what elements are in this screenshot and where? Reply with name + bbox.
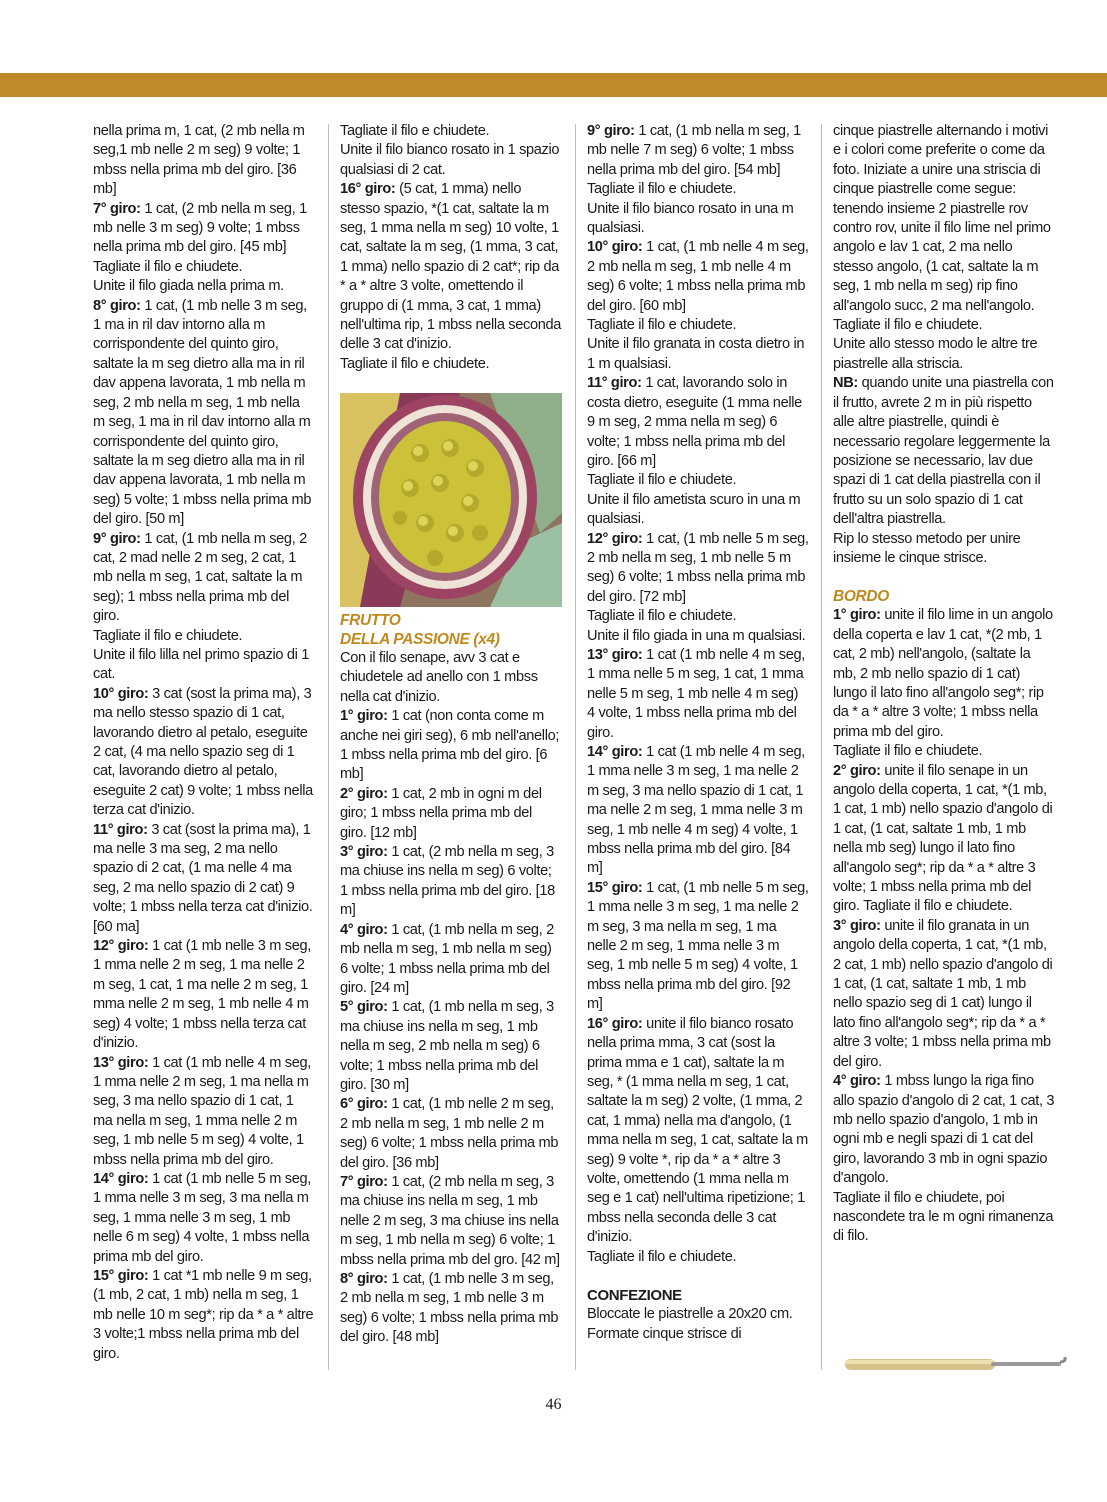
paragraph: 14° giro: 1 cat (1 mb nelle 4 m seg, 1 mma nelle 3 m seg, 1 ma nelle 2 m seg, 3 ma nello spazio di 1 cat, 1 ma nelle 2 m seg, 1 mma nelle 3 m seg, 1 mb nelle 4 m seg) 4 volte, 1 mbss nella prima mb del giro. [84 m]: [587, 744, 805, 877]
paragraph: Tagliate il filo e chiudete.: [587, 317, 737, 334]
paragraph: 7° giro: 1 cat, (2 mb nella m seg, 1 mb nelle 3 m seg) 9 volte; 1 mbss nella prima mb del giro. [45 mb]: [93, 200, 307, 256]
paragraph: 16° giro: (5 cat, 1 mma) nello stesso spazio, *(1 cat, saltate la m seg, 1 mma nella m seg) 10 volte, 1 cat, saltate la m seg, (1 mma, 3 cat, 1 mma) nello spazio di 2 cat*; rip da * a * altre 3 volte, omettendo il gruppo di (1 mma, 3 cat, 1 mma) nell'ultima rip, 1 mbss nella seconda delle 3 cat d'inizio.: [340, 181, 562, 353]
paragraph: Tagliate il filo e chiudete.: [93, 258, 243, 275]
text-column-3: [587, 122, 809, 1344]
paragraph: NB: quando unite una piastrella con il frutto, avrete 2 m in più rispetto alle altre piastrelle, quindi è necessario regolare leggermente la posizione se necessario, lav due spazi di 1 cat della piastrella con il frutto su un solo spazio di 1 cat dell'altra piastrella.: [833, 375, 1054, 528]
paragraph: 8° giro: 1 cat, (1 mb nelle 3 m seg, 1 ma in ril dav intorno alla m corrispondente del quinto giro, saltate la m seg dietro alla ma in ril dav appena lavorata, 1 mb nella m seg, 2 mb nella m seg, 1 mb nella m seg, 1 ma in ril dav intorno alla m corrispondente del quinto giro, saltate la m seg dietro alla ma in ril dav appena lavorata, 1 mb nella m seg) 5 volte; 1 mbss nella prima mb del giro. [50 m]: [93, 297, 312, 528]
paragraph: Unite allo stesso modo le altre tre piastrelle alla striscia.: [833, 336, 1038, 372]
paragraph: Bloccate le piastrelle a 20x20 cm. Formate cinque strisce di: [587, 1306, 793, 1342]
paragraph: Rip lo stesso metodo per unire insieme le cinque strisce.: [833, 530, 1021, 566]
text-column-2-lower: [340, 611, 562, 1348]
paragraph: 10° giro: 3 cat (sost la prima ma), 3 ma nello stesso spazio di 1 cat, lavorando dietro al petalo, eseguite 2 cat, (4 ma nello spazio seg di 1 cat, lavorando dietro al petalo, eseguite 2 cat) 9 volte; 1 mbss nella terza cat d'inizio.: [93, 685, 313, 819]
paragraph: Unite il filo granata in costa dietro in 1 m qualsiasi.: [587, 336, 805, 372]
paragraph: 13° giro: 1 cat (1 mb nelle 4 m seg, 1 mma nelle 2 m seg, 1 ma nella m seg, 3 ma nello spazio di 1 cat, 1 ma nella m seg, 1 mma nelle 2 m seg, 1 mb nelle 5 m seg) 4 volte, 1 mbss nella prima mb del giro.: [93, 1054, 311, 1168]
text-column-2: [340, 122, 562, 374]
paragraph: cinque piastrelle alternando i motivi e i colori come preferite o come da foto. Iniziate a unire una striscia di cinque piastrelle come segue: tenendo insieme 2 piastrelle rov contro rov, unite il filo lime nel primo angolo e lav 1 cat, 2 ma nello stesso angolo, (1 cat, saltate la m seg, 1 mb nella m seg) rip fino all'angolo succ, 2 ma nell'angolo. Tagliate il filo e chiudete.: [833, 123, 1051, 334]
paragraph: Tagliate il filo e chiudete.: [833, 743, 983, 760]
paragraph: 9° giro: 1 cat, (1 mb nella m seg, 1 mb nelle 7 m seg) 6 volte; 1 mbss nella prima mb del giro. [54 mb]: [587, 123, 801, 178]
text-column-4: [833, 122, 1055, 1247]
text-column-1: [93, 122, 315, 1364]
paragraph: Unite il filo giada nella prima m.: [93, 278, 284, 295]
paragraph: Unite il filo ametista scuro in una m qualsiasi.: [587, 491, 801, 528]
paragraph: 7° giro: 1 cat, (2 mb nella m seg, 3 ma chiuse ins nella m seg, 1 mb nelle 2 m seg, 3 ma chiuse ins nella m seg, 1 mb nella m seg) 6 volte; 1 mbss nella prima mb del gro. [42 m]: [340, 1173, 560, 1268]
paragraph: 5° giro: 1 cat, (1 mb nella m seg, 3 ma chiuse ins nella m seg, 1 mb nella m seg, 2 mb nella m seg) 6 volte; 1 mbss nella prima mb del giro. [30 m]: [340, 999, 554, 1093]
paragraph: Unite il filo bianco rosato in una m qualsiasi.: [587, 200, 794, 237]
paragraph: 15° giro: 1 cat *1 mb nelle 9 m seg, (1 mb, 2 cat, 1 mb) nella m seg, 1 mb nelle 10 m seg*; rip da * a * altre 3 volte;1 mbss nella prima mb del giro.: [93, 1267, 314, 1362]
paragraph: 3° giro: 1 cat, (2 mb nella m seg, 3 ma chiuse ins nella m seg) 6 volte; 1 mbss nella prima mb del giro. [18 m]: [340, 844, 555, 919]
paragraph: Tagliate il filo e chiudete, poi nascondete tra le m ogni rimanenza di filo.: [833, 1189, 1054, 1245]
header-band: [0, 73, 1107, 97]
paragraph: 13° giro: 1 cat (1 mb nelle 4 m seg, 1 mma nelle 5 m seg, 1 cat, 1 mma nelle 5 m seg, 1 mb nelle 4 m seg) 4 volte, 1 mbss nella prima mb del giro.: [587, 646, 805, 741]
paragraph: 12° giro: 1 cat, (1 mb nelle 5 m seg, 2 mb nella m seg, 1 mb nelle 5 m seg) 6 volte; 1 mbss nella prima mb del giro. [72 mb]: [587, 530, 809, 605]
column-divider: [575, 124, 576, 1370]
spacer: [833, 568, 1055, 587]
paragraph: Unite il filo lilla nel primo spazio di 1 cat.: [93, 646, 310, 683]
paragraph: Tagliate il filo e chiudete.: [340, 123, 490, 139]
crochet-hook-icon: [841, 1350, 1071, 1380]
paragraph: 11° giro: 1 cat, lavorando solo in costa dietro, eseguite (1 mma nelle 9 m seg, 2 mma nella m seg) 6 volte; 1 mbss nella prima mb del giro. [66 m]: [587, 375, 802, 469]
paragraph: 4° giro: 1 cat, (1 mb nella m seg, 2 mb nella m seg, 1 mb nella m seg) 6 volte; 1 mbss nella prima mb del giro. [24 m]: [340, 921, 554, 996]
paragraph: 1° giro: 1 cat (non conta come m anche nei giri seg), 6 mb nell'anello; 1 mbss nella prima mb del giro. [6 mb]: [340, 708, 560, 783]
section-title: FRUTTO: [340, 612, 401, 629]
paragraph: 4° giro: 1 mbss lungo la riga fino allo spazio d'angolo di 2 cat, 1 cat, 3 mb nello spazio d'angolo, 1 mb in ogni mb e negli spazi di 1 cat del giro, lavorando 3 mb in ogni spazio d'angolo.: [833, 1073, 1055, 1187]
paragraph: nella prima m, 1 cat, (2 mb nella m seg,1 mb nelle 2 m seg) 9 volte; 1 mbss nella prima mb del giro. [36 mb]: [93, 123, 305, 198]
paragraph: 6° giro: 1 cat, (1 mb nelle 2 m seg, 2 mb nella m seg, 1 mb nelle 2 m seg) 6 volte; 1 mbss nella prima mb del giro. [36 mb]: [340, 1096, 559, 1171]
column-divider: [328, 124, 329, 1370]
paragraph: Tagliate il filo e chiudete.: [587, 181, 737, 198]
column-divider: [821, 124, 822, 1370]
paragraph: 16° giro: unite il filo bianco rosato nella prima mma, 3 cat (sost la prima mma e 1 cat), saltate la m seg, * (1 mma nella m seg, 1 cat, saltate la m seg) 2 volte, (1 mma, 2 cat, 1 mma) nella ma d'angolo, (1 mma nella m seg, 1 cat, saltate la m seg) 9 volte *, rip da * a * altre 3 volte, omettendo (1 mma nella m seg e 1 cat) nell'ultima ripetizione; 1 mbss nella seconda delle 3 cat d'inizio.: [587, 1015, 808, 1246]
paragraph: Tagliate il filo e chiudete.: [587, 608, 737, 625]
paragraph: 10° giro: 1 cat, (1 mb nelle 4 m seg, 2 mb nella m seg, 1 mb nelle 4 m seg) 6 volte; 1 mbss nella prima mb del giro. [60 mb]: [587, 239, 809, 314]
crochet-photo: [340, 393, 562, 607]
section-title: DELLA PASSIONE (x4): [340, 631, 500, 648]
paragraph: 12° giro: 1 cat (1 mb nelle 3 m seg, 1 mma nelle 2 m seg, 1 ma nelle 2 m seg, 1 cat, 1 ma nelle 2 m seg, 1 mma nelle 2 m seg, 1 mb nelle 4 m seg) 4 volte; 1 mbss nella terza cat d'inizio.: [93, 938, 311, 1052]
paragraph: Unite il filo bianco rosato in 1 spazio qualsiasi di 2 cat.: [340, 142, 560, 178]
paragraph: 1° giro: unite il filo lime in un angolo della coperta e lav 1 cat, *(2 mb, 1 cat, 2 mb) nell'angolo, (saltate la mb, 2 mb nello spazio di 1 cat) lungo il lato fino all'angolo seg*; rip da * a * altre 3 volte; 1 mbss nella prima mb del giro.: [833, 607, 1053, 740]
paragraph: Unite il filo giada in una m qualsiasi.: [587, 627, 806, 644]
paragraph: Tagliate il filo e chiudete.: [587, 472, 737, 489]
paragraph: 14° giro: 1 cat (1 mb nelle 5 m seg, 1 mma nelle 3 m seg, 3 ma nella m seg, 1 mma nelle 3 m seg, 1 mb nelle 6 m seg) 4 volte, 1 mbss nella prima mb del giro.: [93, 1170, 311, 1265]
page-number: 46: [545, 1396, 562, 1413]
paragraph: 9° giro: 1 cat, (1 mb nella m seg, 2 cat, 2 mad nelle 2 m seg, 2 cat, 1 mb nella m seg, 1 cat, saltate la m seg); 1 mbss nella prima mb del giro.: [93, 530, 307, 625]
paragraph: 3° giro: unite il filo granata in un angolo della coperta, 1 cat, *(1 mb, 2 cat, 1 mb) nello spazio d'angolo di 1 cat, (1 cat, saltate 1 mb, 1 mb nello spazio seg di 1 cat) lungo il lato fino all'angolo seg*; rip da * a * altre 3 volte; 1 mbss nella prima mb del giro.: [833, 917, 1053, 1070]
paragraph: 11° giro: 3 cat (sost la prima ma), 1 ma nelle 3 ma seg, 2 ma nello spazio di 2 cat, (1 ma nelle 4 ma seg, 2 ma nello spazio di 2 cat) 9 volte; 1 mbss nella terza cat d'inizio. [60 ma]: [93, 821, 313, 935]
paragraph: Tagliate il filo e chiudete.: [587, 1248, 737, 1265]
spacer: [587, 1267, 809, 1286]
paragraph: Tagliate il filo e chiudete.: [93, 627, 243, 644]
section-heading: CONFEZIONE: [587, 1286, 682, 1304]
paragraph: 2° giro: unite il filo senape in un angolo della coperta, 1 cat, *(1 mb, 1 cat, 1 mb) nello spazio d'angolo di 1 cat, (1 cat, saltate 1 mb, 1 mb nella mb seg) lungo il lato fino all'angolo seg*; rip da * a * altre 3 volte; 1 mbss nella prima mb del giro. Tagliate il filo e chiudete.: [833, 762, 1053, 915]
paragraph: 2° giro: 1 cat, 2 mb in ogni m del giro; 1 mbss nella prima mb del giro. [12 mb]: [340, 785, 542, 841]
paragraph: Con il filo senape, avv 3 cat e chiudetele ad anello con 1 mbss nella cat d'inizio.: [340, 650, 538, 705]
paragraph: Tagliate il filo e chiudete.: [340, 355, 490, 372]
paragraph: 8° giro: 1 cat, (1 mb nelle 3 m seg, 2 mb nella m seg, 1 mb nelle 3 m seg) 6 volte; 1 mbss nella prima mb del giro. [48 mb]: [340, 1271, 559, 1346]
paragraph: 15° giro: 1 cat, (1 mb nelle 5 m seg, 1 mma nelle 3 m seg, 1 ma nelle 2 m seg, 3 ma nella m seg, 1 ma nelle 2 m seg, 1 mma nelle 3 m seg, 1 mb nelle 5 m seg) 4 volte, 1 mbss nella prima mb del giro. [92 m]: [587, 879, 809, 1013]
section-title: BORDO: [833, 588, 889, 606]
